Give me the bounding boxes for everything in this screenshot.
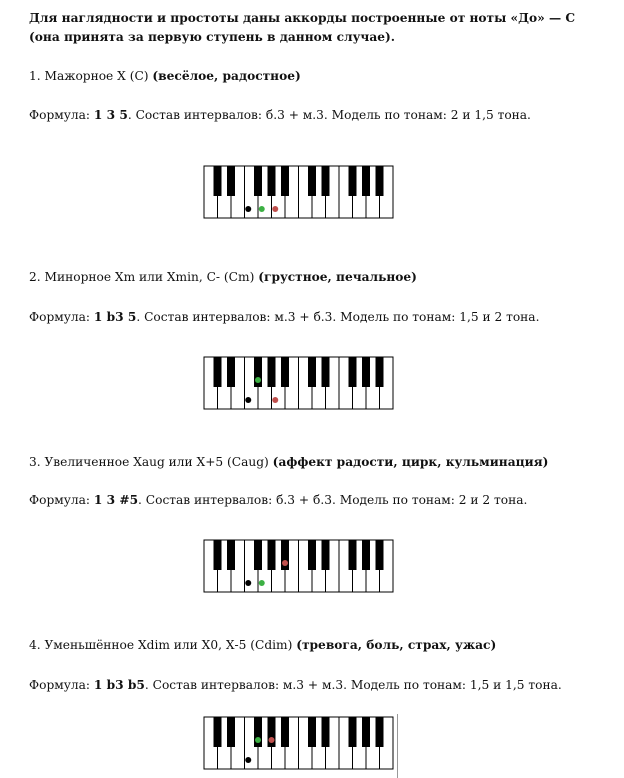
black-key bbox=[227, 357, 235, 387]
chord-4-formula: Формула: 1 b3 b5. Состав интервалов: м.3 + м.3. Модель по тонам: 1,5 и 1,5 тона. bbox=[29, 678, 562, 692]
black-key bbox=[322, 166, 330, 196]
note-dot bbox=[245, 206, 251, 212]
black-key bbox=[376, 357, 384, 387]
black-key bbox=[214, 166, 222, 196]
black-key bbox=[322, 540, 330, 570]
note-dot bbox=[255, 377, 261, 383]
black-key bbox=[281, 166, 289, 196]
black-key bbox=[376, 717, 384, 747]
piano-keyboard-svg bbox=[203, 356, 395, 410]
black-key bbox=[376, 166, 384, 196]
black-key bbox=[254, 540, 262, 570]
piano-keyboard-svg bbox=[203, 165, 395, 219]
black-key bbox=[308, 357, 316, 387]
black-key bbox=[322, 717, 330, 747]
note-dot bbox=[282, 560, 288, 566]
black-key bbox=[214, 357, 222, 387]
black-key bbox=[227, 166, 235, 196]
note-dot bbox=[259, 580, 265, 586]
black-key bbox=[376, 540, 384, 570]
note-dot bbox=[245, 397, 251, 403]
note-dot bbox=[259, 206, 265, 212]
intro-line-2: (она принята за первую ступень в данном случае). bbox=[29, 30, 395, 44]
black-key bbox=[281, 717, 289, 747]
chord-2-heading: 2. Минорное Хm или Хmin, C- (Cm) (грустное, печальное) bbox=[29, 270, 417, 284]
note-dot bbox=[272, 397, 278, 403]
black-key bbox=[362, 540, 370, 570]
intro-line-1: Для наглядности и простоты даны аккорды построенные от ноты «До» — С bbox=[29, 11, 576, 25]
black-key bbox=[254, 166, 262, 196]
black-key bbox=[349, 540, 357, 570]
note-dot bbox=[255, 737, 261, 743]
chord-2-keyboard bbox=[203, 356, 395, 410]
intro-text bbox=[29, 9, 575, 47]
black-key bbox=[322, 357, 330, 387]
black-key bbox=[227, 717, 235, 747]
piano-keyboard-svg bbox=[203, 716, 395, 770]
chord-3-heading: 3. Увеличенное Хaug или Х+5 (Caug) (аффект радости, цирк, кульминация) bbox=[29, 455, 549, 469]
black-key bbox=[268, 166, 276, 196]
chord-1-heading: 1. Мажорное Х (С) (весёлое, радостное) bbox=[29, 69, 301, 83]
black-key bbox=[214, 717, 222, 747]
black-key bbox=[349, 357, 357, 387]
piano-keyboard-svg bbox=[203, 539, 395, 593]
black-key bbox=[349, 166, 357, 196]
black-key bbox=[308, 717, 316, 747]
black-key bbox=[308, 540, 316, 570]
black-key bbox=[362, 717, 370, 747]
chord-1-formula: Формула: 1 3 5. Состав интервалов: б.3 + м.3. Модель по тонам: 2 и 1,5 тона. bbox=[29, 108, 531, 122]
note-dot bbox=[245, 580, 251, 586]
chord-4-heading: 4. Уменьшённое Хdim или Х0, Х-5 (Cdim) (тревога, боль, страх, ужас) bbox=[29, 638, 497, 652]
chord-1-keyboard bbox=[203, 165, 395, 219]
black-key bbox=[268, 540, 276, 570]
note-dot bbox=[245, 757, 251, 763]
chord-2-formula: Формула: 1 b3 5. Состав интервалов: м.3 + б.3. Модель по тонам: 1,5 и 2 тона. bbox=[29, 310, 540, 324]
black-key bbox=[362, 166, 370, 196]
note-dot bbox=[272, 206, 278, 212]
chord-4-keyboard bbox=[203, 716, 395, 770]
black-key bbox=[268, 357, 276, 387]
chord-3-formula: Формула: 1 3 #5. Состав интервалов: б.3 + б.3. Модель по тонам: 2 и 2 тона. bbox=[29, 493, 528, 507]
page-edge-line bbox=[397, 714, 398, 778]
black-key bbox=[308, 166, 316, 196]
note-dot bbox=[269, 737, 275, 743]
black-key bbox=[214, 540, 222, 570]
chord-3-keyboard bbox=[203, 539, 395, 593]
black-key bbox=[349, 717, 357, 747]
black-key bbox=[227, 540, 235, 570]
black-key bbox=[362, 357, 370, 387]
black-key bbox=[281, 357, 289, 387]
